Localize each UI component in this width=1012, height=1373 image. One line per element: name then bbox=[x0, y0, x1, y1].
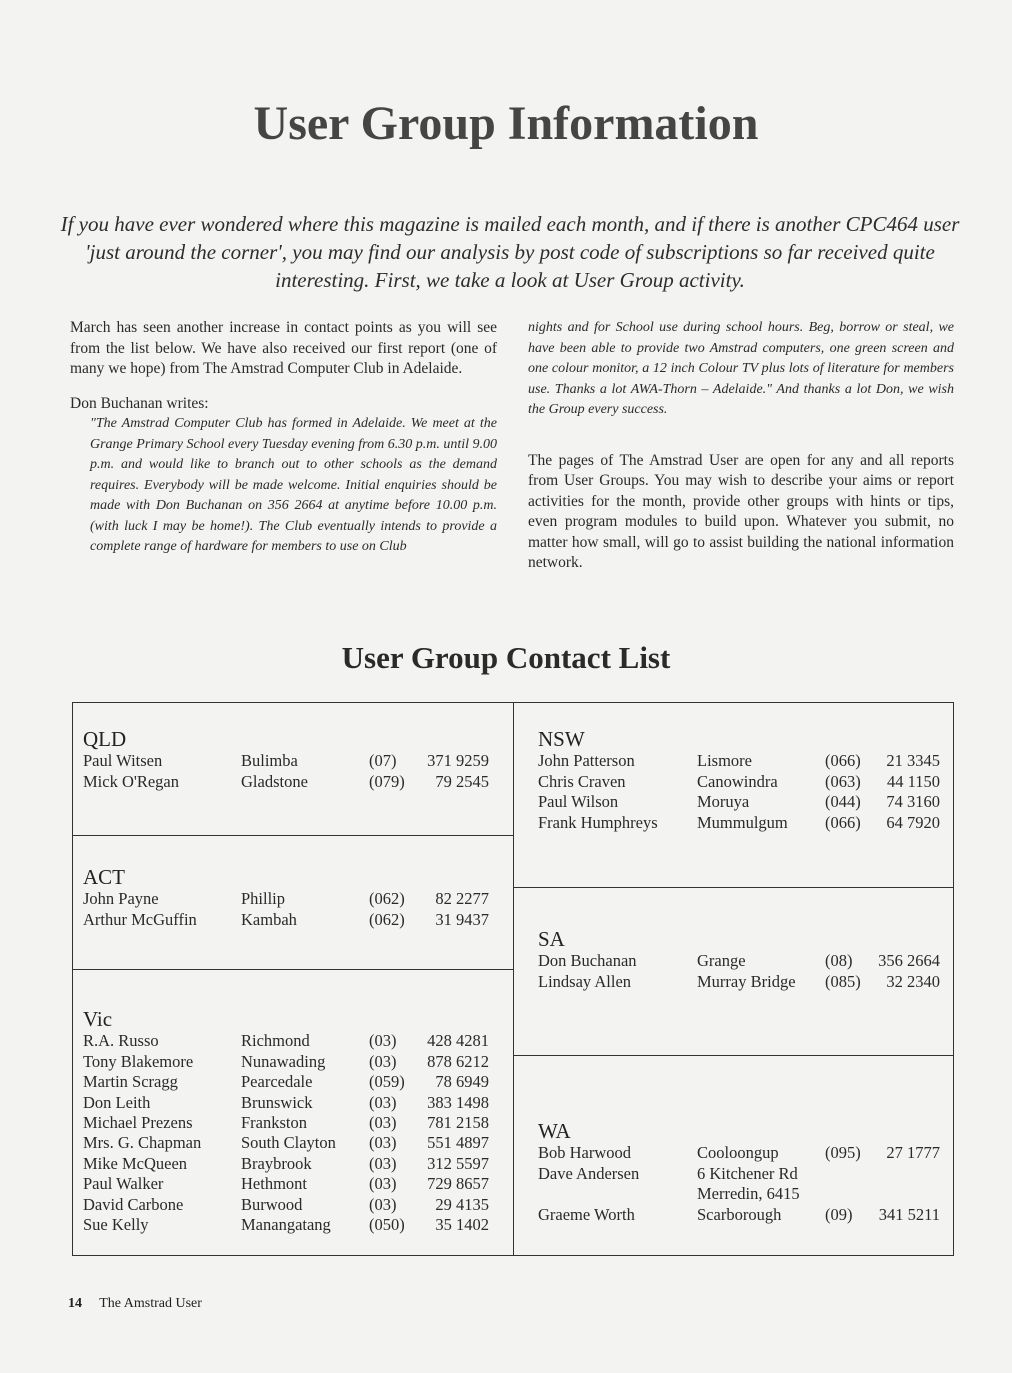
contact-place: 6 Kitchener Rd bbox=[697, 1163, 798, 1183]
page-title: User Group Information bbox=[253, 97, 759, 150]
contact-place: Phillip bbox=[241, 889, 286, 909]
article-column-right bbox=[528, 318, 954, 574]
contact-place: Nunawading bbox=[241, 1051, 326, 1071]
area-code: (059) bbox=[369, 1072, 405, 1092]
contact-row bbox=[538, 772, 940, 792]
region-vic bbox=[83, 1009, 489, 1235]
region-nsw bbox=[538, 729, 940, 833]
contact-row bbox=[83, 1093, 489, 1113]
area-code: (09) bbox=[825, 1204, 853, 1224]
area-code: (03) bbox=[369, 1133, 397, 1153]
area-code: (079) bbox=[369, 771, 405, 791]
contact-row bbox=[83, 1195, 489, 1215]
region-heading: ACT bbox=[83, 865, 125, 889]
phone-number bbox=[870, 1184, 940, 1204]
phone-number: 383 1498 bbox=[427, 1092, 489, 1112]
contact-row bbox=[83, 1072, 489, 1092]
region-heading: NSW bbox=[538, 727, 585, 751]
article-paragraph: The pages of The Amstrad User are open for any and all reports from User Groups. You may wish to describe your aims or report activities for the month, provide other groups with hints or tips, even program modules to build upon. Whatever you submit, no matter how small, will go to assist building the national information network. bbox=[528, 451, 954, 571]
contact-name: Martin Scragg bbox=[83, 1072, 178, 1092]
contact-place: Moruya bbox=[697, 792, 750, 812]
phone-number: 551 4897 bbox=[427, 1133, 489, 1153]
article-paragraph: March has seen another increase in contact points as you will see from the list below. We have also received our first report (one of many we hope) from The Amstrad Computer Club in Adelaide. bbox=[70, 319, 497, 377]
contact-name: Dave Andersen bbox=[538, 1163, 640, 1183]
region-heading: SA bbox=[538, 927, 565, 951]
contact-name: Arthur McGuffin bbox=[83, 909, 197, 929]
phone-number bbox=[870, 1164, 940, 1184]
contact-row bbox=[83, 1133, 489, 1153]
row-divider bbox=[73, 969, 513, 970]
contact-row bbox=[83, 1031, 489, 1051]
publication-name: The Amstrad User bbox=[99, 1296, 202, 1311]
row-divider bbox=[513, 887, 953, 888]
contact-row bbox=[538, 972, 940, 992]
contact-name: Paul Walker bbox=[83, 1174, 164, 1194]
area-code: (07) bbox=[369, 751, 397, 771]
contact-name: R.A. Russo bbox=[83, 1031, 159, 1051]
contact-name: Don Leith bbox=[83, 1092, 151, 1112]
area-code: (03) bbox=[369, 1194, 397, 1214]
contact-row bbox=[538, 1143, 940, 1163]
contact-row bbox=[538, 813, 940, 833]
contact-name: Bob Harwood bbox=[538, 1143, 632, 1163]
contact-place: Murray Bridge bbox=[697, 971, 796, 991]
contact-list-table bbox=[72, 702, 954, 1256]
row-divider bbox=[73, 835, 513, 836]
contact-place: Canowindra bbox=[697, 771, 778, 791]
contact-row bbox=[83, 1154, 489, 1174]
contact-row bbox=[538, 1184, 940, 1204]
contact-list-title: User Group Contact List bbox=[341, 640, 671, 675]
contact-name: Frank Humphreys bbox=[538, 812, 658, 832]
contact-place: Burwood bbox=[241, 1194, 303, 1214]
contact-place: Kambah bbox=[241, 909, 297, 929]
contact-row bbox=[538, 1205, 940, 1225]
contact-name: Lindsay Allen bbox=[538, 971, 632, 991]
contact-row bbox=[83, 1052, 489, 1072]
area-code: (063) bbox=[825, 771, 861, 791]
contact-row bbox=[83, 910, 489, 930]
contact-row bbox=[83, 1113, 489, 1133]
contact-row bbox=[83, 889, 489, 909]
contact-row bbox=[83, 751, 489, 771]
area-code: (044) bbox=[825, 792, 861, 812]
phone-number: 356 2664 bbox=[878, 951, 940, 971]
region-qld bbox=[83, 729, 489, 792]
phone-number: 312 5597 bbox=[427, 1153, 489, 1173]
region-act bbox=[83, 867, 489, 930]
area-code: (062) bbox=[369, 889, 405, 909]
phone-number: 35 1402 bbox=[435, 1215, 489, 1235]
phone-number: 31 9437 bbox=[435, 909, 489, 929]
article-quote: "The Amstrad Computer Club has formed in Adelaide. We meet at the Grange Primary School every Tuesday evening from 6.30 p.m. until 9.00 p.m. and would like to branch out to other schools as the demand requires. Everybody will be made welcome. Initial enquiries should be made with Don Buchanan on 356 2664 at anytime before 10.00 p.m. (with luck I may be home!). The Club eventually intends to provide a complete range of hardware for members to use on Club bbox=[90, 416, 497, 554]
contact-name: John Payne bbox=[83, 889, 159, 909]
region-heading: WA bbox=[538, 1119, 571, 1143]
contact-place: Gladstone bbox=[241, 771, 308, 791]
contact-place: Frankston bbox=[241, 1113, 307, 1133]
area-code: (066) bbox=[825, 812, 861, 832]
phone-number: 341 5211 bbox=[878, 1204, 940, 1224]
contact-row bbox=[538, 1164, 940, 1184]
contact-name: Tony Blakemore bbox=[83, 1051, 194, 1071]
region-wa bbox=[538, 1121, 940, 1225]
contact-place: Richmond bbox=[241, 1031, 310, 1051]
contact-place: South Clayton bbox=[241, 1133, 336, 1153]
contact-name: Graeme Worth bbox=[538, 1204, 635, 1224]
row-divider bbox=[513, 1055, 953, 1056]
contact-place: Brunswick bbox=[241, 1092, 313, 1112]
column-divider bbox=[513, 703, 514, 1255]
contact-place: Scarborough bbox=[697, 1204, 782, 1224]
article-attribution: Don Buchanan writes: bbox=[70, 394, 209, 412]
phone-number: 82 2277 bbox=[435, 889, 489, 909]
phone-number: 44 1150 bbox=[886, 771, 940, 791]
contact-place: Lismore bbox=[697, 751, 752, 771]
area-code: (03) bbox=[369, 1051, 397, 1071]
area-code: (08) bbox=[825, 951, 853, 971]
phone-number: 428 4281 bbox=[427, 1031, 489, 1051]
area-code: (066) bbox=[825, 751, 861, 771]
contact-name: Michael Prezens bbox=[83, 1113, 193, 1133]
contact-name: John Patterson bbox=[538, 751, 635, 771]
contact-place: Merredin, 6415 bbox=[697, 1184, 800, 1204]
area-code: (095) bbox=[825, 1143, 861, 1163]
area-code: (03) bbox=[369, 1153, 397, 1173]
area-code: (03) bbox=[369, 1092, 397, 1112]
page-number: 14 bbox=[68, 1296, 82, 1311]
area-code: (050) bbox=[369, 1215, 405, 1235]
phone-number: 371 9259 bbox=[427, 751, 489, 771]
contact-name: Mick O'Regan bbox=[83, 771, 179, 791]
contact-place: Manangatang bbox=[241, 1215, 331, 1235]
contact-place: Grange bbox=[697, 951, 746, 971]
area-code bbox=[825, 1164, 870, 1184]
contact-place: Cooloongup bbox=[697, 1143, 779, 1163]
contact-name: Sue Kelly bbox=[83, 1215, 149, 1235]
contact-row bbox=[538, 751, 940, 771]
area-code: (062) bbox=[369, 909, 405, 929]
contact-place: Hethmont bbox=[241, 1174, 307, 1194]
contact-name: Paul Wilson bbox=[538, 792, 619, 812]
area-code: (03) bbox=[369, 1174, 397, 1194]
contact-row bbox=[83, 1174, 489, 1194]
contact-row bbox=[538, 951, 940, 971]
phone-number: 29 4135 bbox=[435, 1194, 489, 1214]
area-code: (03) bbox=[369, 1031, 397, 1051]
contact-name: Mrs. G. Chapman bbox=[83, 1133, 202, 1153]
contact-name: Chris Craven bbox=[538, 771, 626, 791]
contact-name bbox=[538, 1184, 697, 1204]
contact-place: Pearcedale bbox=[241, 1072, 313, 1092]
region-heading: Vic bbox=[83, 1007, 113, 1031]
phone-number: 878 6212 bbox=[427, 1051, 489, 1071]
contact-place: Mummulgum bbox=[697, 812, 788, 832]
contact-place: Bulimba bbox=[241, 751, 298, 771]
area-code bbox=[825, 1184, 870, 1204]
area-code: (03) bbox=[369, 1113, 397, 1133]
contact-name: David Carbone bbox=[83, 1194, 184, 1214]
phone-number: 27 1777 bbox=[886, 1143, 940, 1163]
phone-number: 74 3160 bbox=[886, 792, 940, 812]
intro-paragraph: If you have ever wondered where this magazine is mailed each month, and if there is another CPC464 user 'just around the corner', you may find our analysis by post code of subscriptions so far received quite interesting. First, we take a look at User Group activity. bbox=[60, 212, 960, 292]
phone-number: 729 8657 bbox=[427, 1174, 489, 1194]
phone-number: 78 6949 bbox=[435, 1072, 489, 1092]
contact-name: Don Buchanan bbox=[538, 951, 637, 971]
region-heading: QLD bbox=[83, 727, 127, 751]
article-quote-continued: nights and for School use during school hours. Beg, borrow or steal, we have been able to provide two Amstrad computers, one green screen and one colour monitor, a 12 inch Colour TV plus lots of literature for members use. Thanks a lot AWA-Thorn – Adelaide." And thanks a lot Don, we wish the Group every success. bbox=[528, 320, 954, 417]
phone-number: 781 2158 bbox=[427, 1113, 489, 1133]
contact-place: Braybrook bbox=[241, 1153, 312, 1173]
area-code: (085) bbox=[825, 971, 861, 991]
phone-number: 21 3345 bbox=[886, 751, 940, 771]
article-column-left bbox=[70, 318, 497, 558]
page-footer bbox=[68, 1296, 202, 1312]
phone-number: 64 7920 bbox=[886, 812, 940, 832]
phone-number: 32 2340 bbox=[886, 971, 940, 991]
contact-name: Mike McQueen bbox=[83, 1153, 188, 1173]
contact-name: Paul Witsen bbox=[83, 751, 163, 771]
contact-row bbox=[83, 772, 489, 792]
contact-row bbox=[538, 792, 940, 812]
region-sa bbox=[538, 929, 940, 992]
phone-number: 79 2545 bbox=[435, 771, 489, 791]
contact-row bbox=[83, 1215, 489, 1235]
